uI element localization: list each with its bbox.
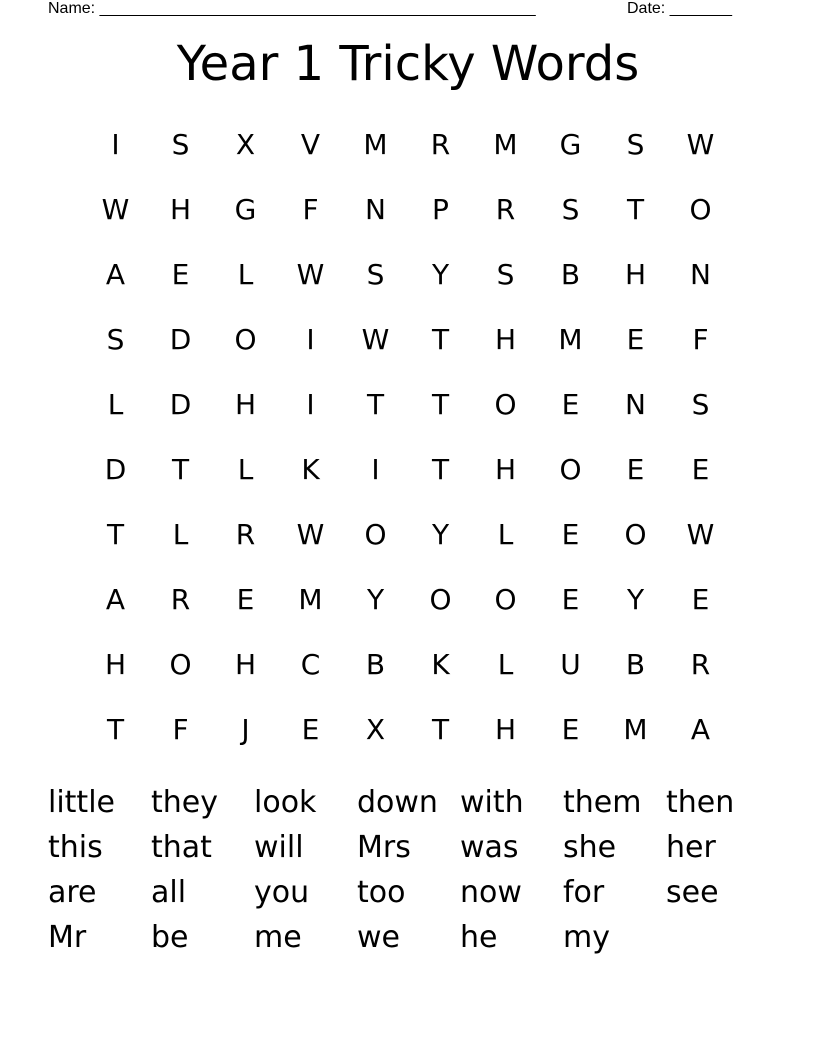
- grid-cell: B: [625, 648, 646, 681]
- grid-cell: E: [626, 453, 645, 486]
- grid-cell: L: [237, 453, 254, 486]
- grid-cell: U: [560, 648, 581, 681]
- letter-grid: [83, 112, 733, 762]
- grid-cell: H: [234, 648, 257, 681]
- grid-cell: O: [559, 453, 582, 486]
- word-bank-item: be: [151, 920, 189, 955]
- word-bank-item: Mrs: [357, 830, 411, 865]
- grid-cell: H: [169, 193, 192, 226]
- grid-cell: A: [105, 258, 126, 291]
- grid-cell: O: [624, 518, 647, 551]
- grid-cell: W: [361, 323, 390, 356]
- grid-cell: M: [363, 128, 388, 161]
- grid-cell: H: [494, 323, 517, 356]
- grid-cell: N: [690, 258, 711, 291]
- grid-cell: H: [234, 388, 257, 421]
- word-bank-item: we: [357, 920, 400, 955]
- grid-cell: G: [234, 193, 257, 226]
- grid-cell: Y: [366, 583, 385, 616]
- grid-cell: O: [494, 583, 517, 616]
- grid-cell: P: [432, 193, 449, 226]
- grid-cell: E: [301, 713, 320, 746]
- word-bank-item: was: [460, 830, 519, 865]
- grid-cell: E: [626, 323, 645, 356]
- word-bank-item: that: [151, 830, 212, 865]
- grid-cell: T: [171, 453, 190, 486]
- grid-cell: R: [235, 518, 256, 551]
- grid-cell: S: [366, 258, 385, 291]
- grid-cell: L: [107, 388, 124, 421]
- grid-cell: M: [493, 128, 518, 161]
- grid-cell: T: [431, 323, 450, 356]
- grid-cell: S: [171, 128, 190, 161]
- grid-cell: O: [169, 648, 192, 681]
- grid-cell: F: [692, 323, 709, 356]
- word-bank-item: will: [254, 830, 304, 865]
- word-bank-item: see: [666, 875, 719, 910]
- grid-cell: W: [296, 258, 325, 291]
- grid-cell: K: [431, 648, 450, 681]
- grid-cell: K: [301, 453, 320, 486]
- grid-cell: G: [559, 128, 582, 161]
- name-field-label: Name: _________________________________________________: [48, 0, 536, 17]
- grid-cell: E: [236, 583, 255, 616]
- date-field-label: Date: _______: [627, 0, 732, 17]
- grid-cell: M: [298, 583, 323, 616]
- grid-cell: D: [169, 388, 192, 421]
- word-bank-item: her: [666, 830, 716, 865]
- word-bank-item: this: [48, 830, 103, 865]
- grid-cell: X: [365, 713, 386, 746]
- word-bank-item: for: [563, 875, 605, 910]
- grid-cell: S: [691, 388, 710, 421]
- grid-cell: S: [496, 258, 515, 291]
- word-bank-item: are: [48, 875, 97, 910]
- grid-cell: D: [169, 323, 192, 356]
- word-bank-item: she: [563, 830, 617, 865]
- grid-cell: S: [626, 128, 645, 161]
- grid-cell: L: [497, 518, 514, 551]
- word-bank-item: down: [357, 785, 438, 820]
- header: [0, 0, 816, 20]
- grid-cell: V: [300, 128, 321, 161]
- grid-cell: R: [690, 648, 711, 681]
- grid-cell: N: [365, 193, 386, 226]
- grid-cell: E: [561, 388, 580, 421]
- grid-cell: O: [364, 518, 387, 551]
- grid-cell: S: [106, 323, 125, 356]
- grid-cell: F: [172, 713, 189, 746]
- grid-cell: O: [234, 323, 257, 356]
- grid-cell: W: [296, 518, 325, 551]
- grid-cell: I: [111, 128, 120, 161]
- grid-cell: B: [365, 648, 386, 681]
- word-bank-item: then: [666, 785, 735, 820]
- grid-cell: R: [430, 128, 451, 161]
- grid-cell: L: [237, 258, 254, 291]
- word-bank-item: them: [563, 785, 642, 820]
- grid-cell: I: [306, 388, 315, 421]
- grid-cell: W: [101, 193, 130, 226]
- grid-cell: R: [495, 193, 516, 226]
- word-bank-item: they: [151, 785, 218, 820]
- grid-cell: I: [306, 323, 315, 356]
- grid-cell: X: [235, 128, 256, 161]
- grid-cell: Y: [626, 583, 645, 616]
- grid-cell: A: [105, 583, 126, 616]
- grid-cell: E: [561, 583, 580, 616]
- grid-cell: E: [561, 518, 580, 551]
- grid-cell: D: [104, 453, 127, 486]
- grid-cell: W: [686, 128, 715, 161]
- grid-cell: F: [302, 193, 319, 226]
- grid-cell: B: [560, 258, 581, 291]
- grid-cell: O: [689, 193, 712, 226]
- grid-cell: T: [106, 713, 125, 746]
- word-bank-item: all: [151, 875, 187, 910]
- grid-cell: T: [431, 388, 450, 421]
- grid-cell: H: [104, 648, 127, 681]
- grid-cell: H: [494, 713, 517, 746]
- grid-cell: T: [626, 193, 645, 226]
- word-bank-item: now: [460, 875, 522, 910]
- grid-cell: H: [494, 453, 517, 486]
- grid-cell: R: [170, 583, 191, 616]
- grid-cell: S: [561, 193, 580, 226]
- word-bank: [48, 780, 768, 960]
- word-bank-item: my: [563, 920, 610, 955]
- grid-cell: E: [691, 583, 710, 616]
- grid-cell: H: [624, 258, 647, 291]
- grid-cell: Y: [431, 518, 450, 551]
- grid-cell: E: [171, 258, 190, 291]
- grid-cell: L: [497, 648, 514, 681]
- grid-cell: O: [494, 388, 517, 421]
- grid-cell: J: [241, 713, 250, 746]
- grid-cell: T: [431, 453, 450, 486]
- grid-cell: A: [690, 713, 711, 746]
- grid-cell: E: [561, 713, 580, 746]
- grid-cell: I: [371, 453, 380, 486]
- grid-cell: T: [366, 388, 385, 421]
- word-bank-item: me: [254, 920, 302, 955]
- word-bank-item: with: [460, 785, 524, 820]
- word-bank-item: he: [460, 920, 498, 955]
- grid-cell: M: [558, 323, 583, 356]
- grid-cell: N: [625, 388, 646, 421]
- grid-cell: C: [300, 648, 321, 681]
- grid-cell: W: [686, 518, 715, 551]
- grid-cell: T: [106, 518, 125, 551]
- word-bank-item: you: [254, 875, 310, 910]
- grid-cell: M: [623, 713, 648, 746]
- word-bank-item: little: [48, 785, 115, 820]
- grid-cell: E: [691, 453, 710, 486]
- word-bank-item: Mr: [48, 920, 87, 955]
- grid-cell: L: [172, 518, 189, 551]
- grid-cell: O: [429, 583, 452, 616]
- page-title: Year 1 Tricky Words: [176, 36, 640, 92]
- word-bank-item: too: [357, 875, 406, 910]
- grid-cell: Y: [431, 258, 450, 291]
- grid-cell: T: [431, 713, 450, 746]
- word-bank-item: look: [254, 785, 317, 820]
